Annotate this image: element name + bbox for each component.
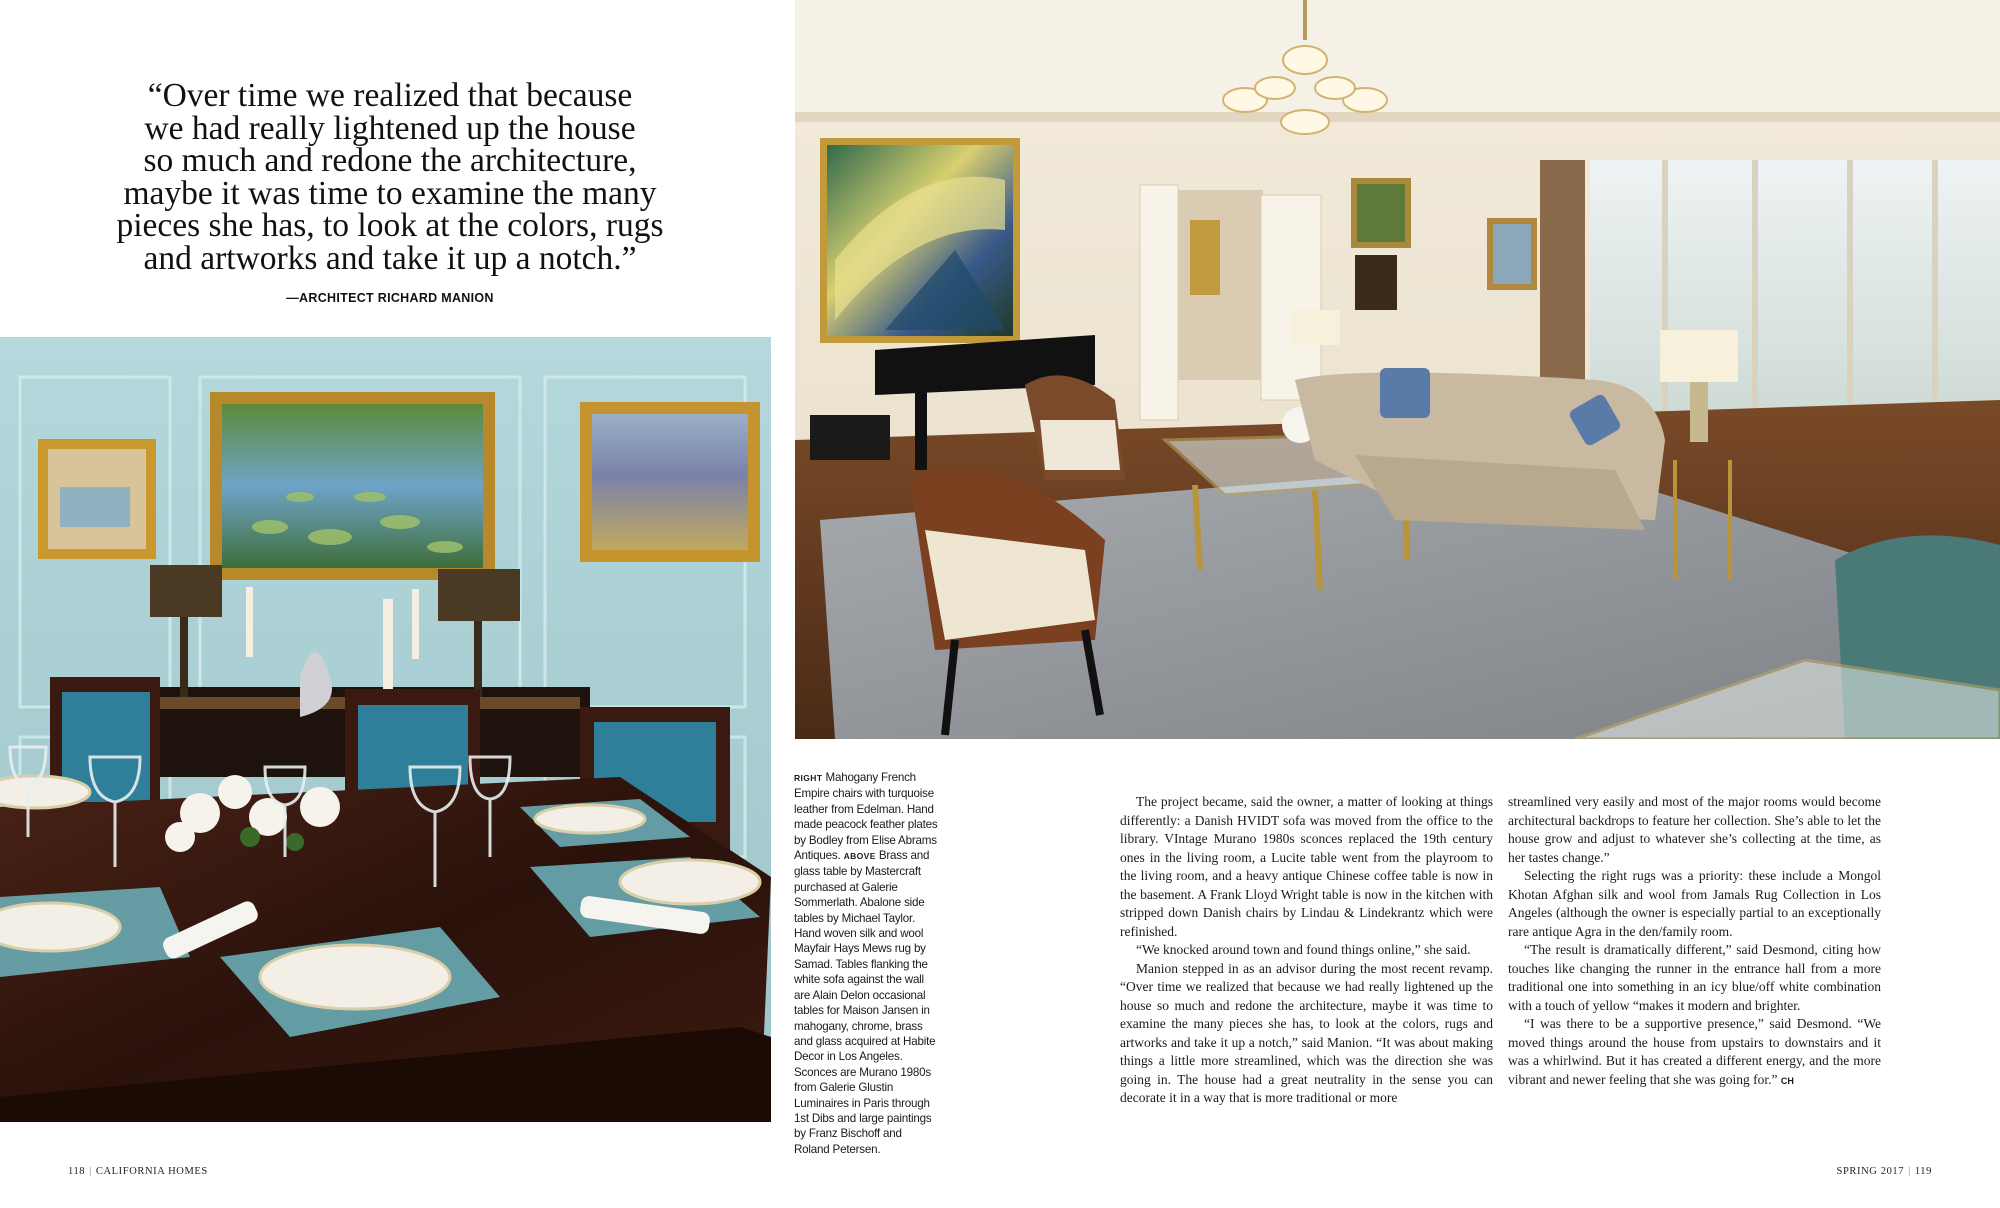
caption-text-above: Brass and glass table by Mastercraft purchased at Galerie Sommerlath. Abalone side tables by Michael Taylor. Hand woven silk and wool Mayfair Hays Mews rug by Samad. Tables flanking the white sofa against the wall are Alain Delon occasional tables for Maison Jansen in mahogany, chrome, brass and glass acquired at Habite Decor in Los Angeles. Sconces are Murano 1980s from Galerie Glustin Luminaires in Paris through 1st Dibs and large paintings by Franz Bischoff and Roland Petersen. [794, 849, 936, 1156]
living-room-illustration [795, 0, 2000, 739]
folio-right [1837, 1166, 1932, 1177]
pull-quote-line: and artworks and take it up a notch.” [143, 239, 637, 277]
body-paragraph: Selecting the right rugs was a priority: these include a Mongol Khotan Afghan silk and wool from Jamals Rug Collection in Los Angeles (although the owner is especially partial to an exceptionally rare antique Agra in the den/family room. [1508, 868, 1881, 939]
living-room-photo [795, 0, 2000, 739]
body-paragraph-text: “I was there to be a supportive presence,” said Desmond. “We moved things around the house from upstairs to downstairs and it was a whirlwind. But it has created a different energy, and the more vibrant and newer feeling that she was going for.” [1508, 1016, 1881, 1087]
signoff-mark: CH [1780, 1075, 1794, 1086]
body-paragraph: streamlined very easily and most of the major rooms would become architectural backdrops to feature her collection. She’s able to let the house grow and adjust to whatever she’s collecting at the time, as her tastes change.” [1508, 794, 1881, 865]
page-number-right: 119 [1914, 1166, 1932, 1177]
folio-divider: | [89, 1166, 92, 1177]
magazine-title: CALIFORNIA HOMES [95, 1166, 208, 1177]
pull-quote-line: maybe it was time to examine the many [123, 174, 657, 212]
issue-label: SPRING 2017 [1836, 1166, 1905, 1177]
pull-quote-line: we had really lightened up the house [144, 109, 636, 147]
folio-divider: | [1908, 1166, 1911, 1177]
body-column-2 [1508, 793, 1881, 1090]
body-column-1 [1120, 793, 1493, 1108]
body-paragraph: Manion stepped in as an advisor during the most recent revamp. “Over time we realized that because we had really lightened up the house so much and redone the architecture, maybe it was time to examine the many pieces she has, to look at the colors, rugs and artworks and take it up a notch,” said Manion. “It was about making things a little more streamlined, which was the direction she was going in. The house had a great neutrality in the sense you can decorate it in a way that is more traditional or more [1120, 960, 1493, 1105]
pull-quote-line: “Over time we realized that because [147, 77, 633, 114]
caption-label-right: RIGHT [794, 773, 823, 783]
body-paragraph: “The result is dramatically different,” said Desmond, citing how touches like changing the runner in the entrance hall from a more traditional one into something in an icy blue/off white combination with a touch of yellow “makes it modern and brighter. [1508, 942, 1881, 1013]
pull-quote [70, 77, 710, 305]
pull-quote-line: pieces she has, to look at the colors, rugs [116, 207, 664, 244]
caption-text-right: Mahogany French Empire chairs with turquoise leather from Edelman. Hand made peacock feather plates by Bodley from Elise Abrams Antiques. [794, 771, 938, 863]
caption-label-above: ABOVE [843, 851, 876, 862]
folio-left [68, 1166, 208, 1177]
dining-room-illustration [0, 337, 771, 1122]
dining-room-photo [0, 337, 771, 1122]
page-number-left: 118 [68, 1166, 86, 1177]
pull-quote-attribution: —ARCHITECT RICHARD MANION [286, 291, 494, 305]
body-paragraph [1508, 1015, 1881, 1090]
photo-caption [794, 770, 940, 1157]
pull-quote-line: so much and redone the architecture, [143, 142, 637, 179]
body-paragraph: The project became, said the owner, a matter of looking at things differently: a Danish HVIDT sofa was moved from the office to the library. VIntage Murano 1980s sconces replaced the 19th century ones in the living room, a Lucite table went from the playroom to the living room, and a heavy antique Chinese coffee table is now in the basement. A Frank Lloyd Wright table is now in the kitchen with stripped down Danish chairs by Lindau & Lindekrantz which were refinished. [1120, 794, 1493, 939]
body-paragraph: “We knocked around town and found things online,” she said. [1136, 942, 1471, 957]
